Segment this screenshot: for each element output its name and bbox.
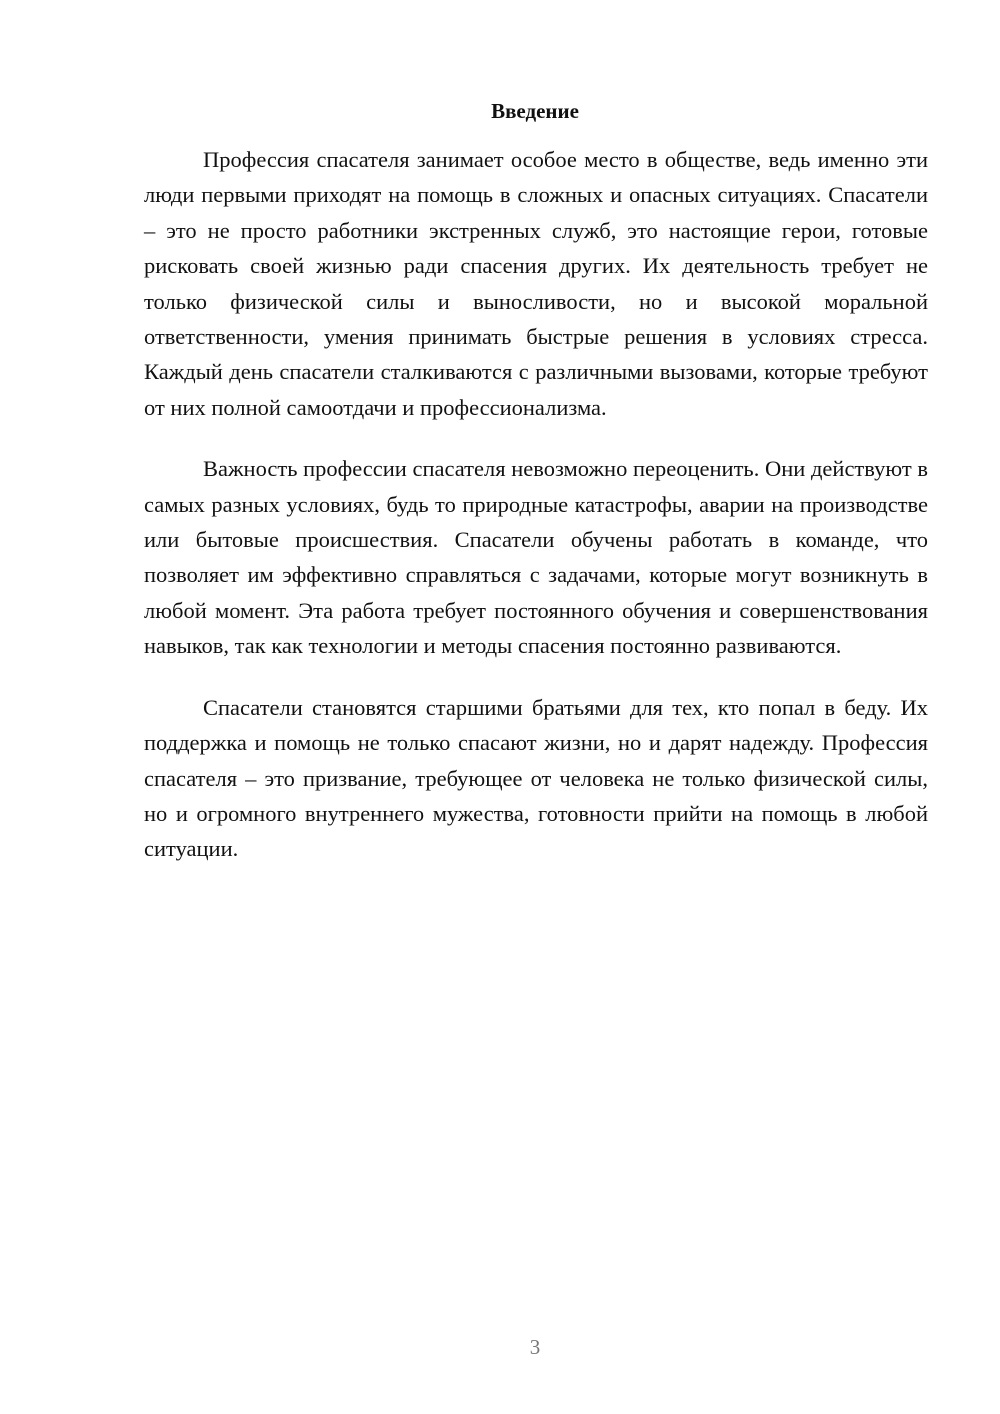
paragraph-2: Важность профессии спасателя невозможно переоценить. Они действуют в самых разных условиях, будь то природные катастрофы, аварии на производстве или бытовые происшествия. Спасатели обучены работать в команде, что позволяет им эффективно справляться с задачами, которые могут возникнуть в любой момент. Эта работа требует постоянного обучения и совершенствования навыков, так как технологии и методы спасения постоянно развиваются. (144, 456, 928, 659)
paragraph-3: Спасатели становятся старшими братьями для тех, кто попал в беду. Их поддержка и помощь не только спасают жизни, но и дарят надежду. Профессия спасателя – это призвание, требующее от человека не только физической силы, но и огромного внутреннего мужества, готовности прийти на помощь в любой ситуации. (144, 694, 928, 862)
paragraph-1: Профессия спасателя занимает особое место в обществе, ведь именно эти люди первыми приходят на помощь в сложных и опасных ситуациях. Спасатели – это не просто работники экстренных служб, это настоящие герои, готовые рисковать своей жизнью ради спасения других. Их деятельность требует не только физической силы и выносливости, но и высокой моральной ответственности, умения принимать быстрые решения в условиях стресса. Каждый день спасатели сталкиваются с различными вызовами, которые требуют от них полной самоотдачи и профессионализма. (144, 147, 928, 420)
body-text (144, 142, 928, 893)
page-number: 3 (529, 1335, 541, 1359)
section-heading: Введение (491, 99, 579, 123)
